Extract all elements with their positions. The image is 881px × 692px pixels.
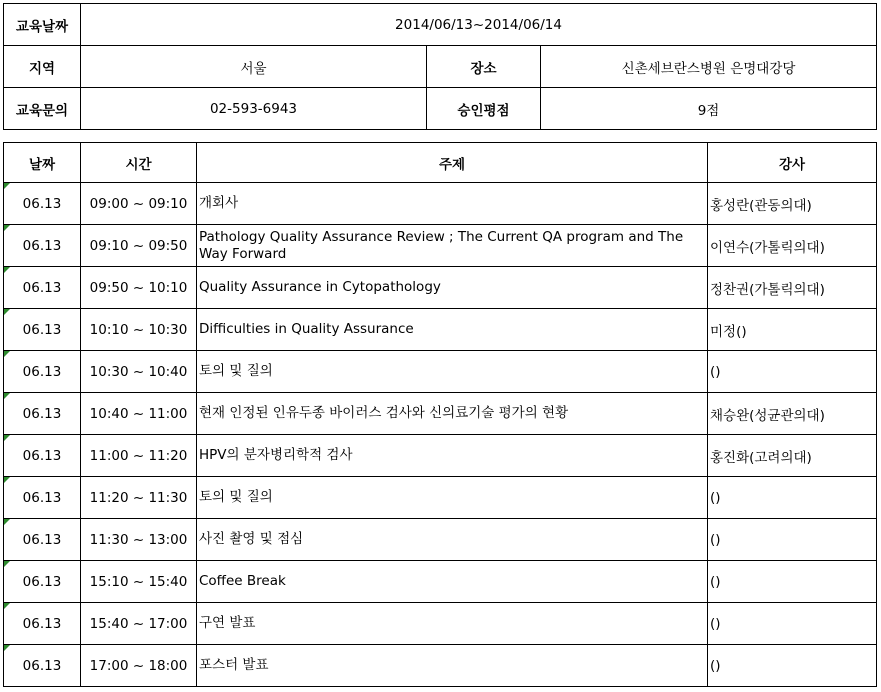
- schedule-row: [4, 183, 877, 225]
- row-date: 06.13: [4, 603, 81, 645]
- row-speaker: (): [708, 645, 877, 687]
- region-value: 서울: [81, 46, 427, 88]
- row-speaker: 이연수(가톨릭의대): [708, 225, 877, 267]
- contact-value: 02-593-6943: [81, 88, 427, 130]
- row-topic: Pathology Quality Assurance Review ; The Current QA program and The Way Forward: [197, 225, 708, 267]
- row-topic: Difficulties in Quality Assurance: [197, 309, 708, 351]
- row-date: 06.13: [4, 393, 81, 435]
- venue-value: 신촌세브란스병원 은명대강당: [541, 46, 877, 88]
- row-speaker: (): [708, 477, 877, 519]
- credit-label: 승인평점: [427, 88, 541, 130]
- venue-label: 장소: [427, 46, 541, 88]
- row-date: 06.13: [4, 561, 81, 603]
- row-speaker: (): [708, 519, 877, 561]
- row-speaker: 미정(): [708, 309, 877, 351]
- header-speaker: 강사: [708, 143, 877, 183]
- schedule-row: [4, 519, 877, 561]
- schedule-header-row: [4, 143, 877, 183]
- row-date: 06.13: [4, 435, 81, 477]
- schedule-row: [4, 477, 877, 519]
- contact-label: 교육문의: [4, 88, 81, 130]
- row-topic: Coffee Break: [197, 561, 708, 603]
- row-topic: HPV의 분자병리학적 검사: [197, 435, 708, 477]
- row-time: 09:10 ~ 09:50: [81, 225, 197, 267]
- row-date: 06.13: [4, 519, 81, 561]
- course-info-table: [3, 3, 877, 130]
- credit-value: 9점: [541, 88, 877, 130]
- row-topic: 토의 및 질의: [197, 351, 708, 393]
- row-speaker: 홍진화(고려의대): [708, 435, 877, 477]
- schedule-row: [4, 267, 877, 309]
- schedule-row: [4, 435, 877, 477]
- header-date: 날짜: [4, 143, 81, 183]
- region-label: 지역: [4, 46, 81, 88]
- row-date: 06.13: [4, 267, 81, 309]
- row-date: 06.13: [4, 645, 81, 687]
- row-topic: 토의 및 질의: [197, 477, 708, 519]
- row-time: 10:40 ~ 11:00: [81, 393, 197, 435]
- schedule-row: [4, 393, 877, 435]
- info-row-contact: [4, 88, 877, 130]
- header-topic: 주제: [197, 143, 708, 183]
- row-topic: 현재 인정된 인유두종 바이러스 검사와 신의료기술 평가의 현황: [197, 393, 708, 435]
- row-speaker: (): [708, 351, 877, 393]
- row-time: 15:40 ~ 17:00: [81, 603, 197, 645]
- row-time: 15:10 ~ 15:40: [81, 561, 197, 603]
- schedule-row: [4, 645, 877, 687]
- schedule-row: [4, 225, 877, 267]
- row-time: 11:30 ~ 13:00: [81, 519, 197, 561]
- row-topic: 개회사: [197, 183, 708, 225]
- row-time: 09:00 ~ 09:10: [81, 183, 197, 225]
- header-time: 시간: [81, 143, 197, 183]
- row-date: 06.13: [4, 225, 81, 267]
- row-topic: 사진 촬영 및 점심: [197, 519, 708, 561]
- row-time: 10:10 ~ 10:30: [81, 309, 197, 351]
- row-date: 06.13: [4, 477, 81, 519]
- row-time: 10:30 ~ 10:40: [81, 351, 197, 393]
- row-time: 11:00 ~ 11:20: [81, 435, 197, 477]
- row-topic: 포스터 발표: [197, 645, 708, 687]
- row-speaker: (): [708, 603, 877, 645]
- schedule-row: [4, 351, 877, 393]
- row-topic: 구연 발표: [197, 603, 708, 645]
- schedule-table: [3, 142, 877, 687]
- row-time: 09:50 ~ 10:10: [81, 267, 197, 309]
- info-row-location: [4, 46, 877, 88]
- schedule-row: [4, 309, 877, 351]
- schedule-row: [4, 561, 877, 603]
- row-date: 06.13: [4, 183, 81, 225]
- row-date: 06.13: [4, 309, 81, 351]
- row-time: 17:00 ~ 18:00: [81, 645, 197, 687]
- row-speaker: 채승완(성균관의대): [708, 393, 877, 435]
- row-speaker: (): [708, 561, 877, 603]
- row-speaker: 정찬권(가톨릭의대): [708, 267, 877, 309]
- row-date: 06.13: [4, 351, 81, 393]
- info-row-date: [4, 4, 877, 46]
- date-label: 교육날짜: [4, 4, 81, 46]
- row-speaker: 홍성란(관동의대): [708, 183, 877, 225]
- row-topic: Quality Assurance in Cytopathology: [197, 267, 708, 309]
- schedule-row: [4, 603, 877, 645]
- row-time: 11:20 ~ 11:30: [81, 477, 197, 519]
- date-value: 2014/06/13~2014/06/14: [81, 4, 877, 46]
